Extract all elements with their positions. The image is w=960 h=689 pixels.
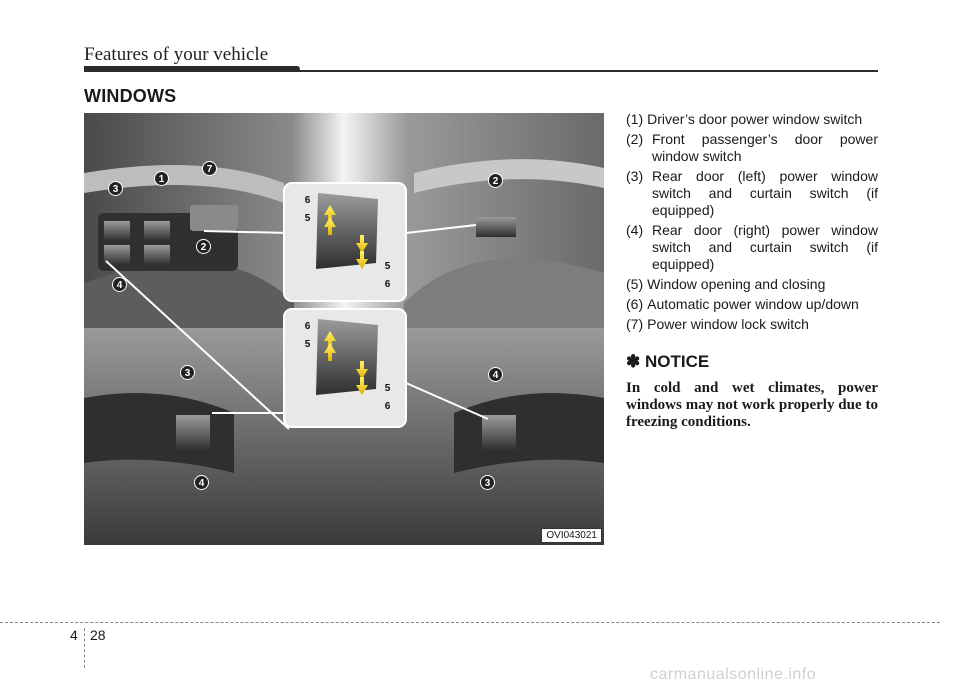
inset-label-5-bot-a: 5 [304, 339, 311, 350]
notice-body: In cold and wet climates, power windows may not work properly due to freezing conditions. [626, 380, 878, 430]
page-rule [0, 622, 940, 623]
callout-3-rear-left: 3 [180, 365, 195, 380]
item-text: Front passenger’s door power window switch [652, 131, 878, 164]
callout-4: 4 [112, 277, 127, 292]
item-number: (7) [626, 316, 644, 332]
inset-label-5-top-a: 5 [304, 213, 311, 224]
item-number: (2) [626, 131, 644, 147]
list-item [626, 222, 878, 273]
callout-2: 2 [196, 239, 211, 254]
item-text: Window opening and closing [647, 276, 826, 292]
list-item [626, 168, 878, 219]
item-list [626, 111, 878, 336]
item-number: (5) [626, 276, 644, 292]
list-item [626, 131, 878, 165]
watermark: carmanualsonline.info [650, 666, 817, 683]
callout-7: 7 [202, 161, 217, 176]
inset-label-5-bot-b: 5 [384, 383, 391, 394]
rear-left-switch [176, 415, 210, 451]
passenger-switch [476, 217, 516, 237]
item-text: Rear door (left) power window switch and curtain switch (if equipped) [652, 168, 878, 218]
item-number: (6) [626, 296, 644, 312]
callout-1: 1 [154, 171, 169, 186]
list-item [626, 276, 878, 293]
item-text: Power window lock switch [647, 316, 809, 332]
item-number: (4) [626, 222, 644, 238]
item-number: (3) [626, 168, 644, 184]
page-number: 28 [90, 627, 106, 643]
callout-4-rear-left: 4 [194, 475, 209, 490]
item-text: Automatic power window up/down [647, 296, 859, 312]
list-item [626, 316, 878, 333]
section-number: 4 [70, 627, 78, 643]
callout-3: 3 [108, 181, 123, 196]
window-switch-figure [84, 113, 604, 545]
section-title: WINDOWS [84, 86, 177, 106]
rear-right-switch [482, 415, 516, 451]
notice-title: ✽ NOTICE [626, 352, 710, 371]
inset-label-6-bot-b: 6 [384, 401, 391, 412]
header-rule-thin [296, 70, 878, 72]
inset-label-6-top-b: 6 [384, 279, 391, 290]
inset-label-5-top-b: 5 [384, 261, 391, 272]
page-vrule [84, 628, 85, 668]
inset-label-6-top-a: 6 [304, 195, 311, 206]
list-item [626, 296, 878, 313]
list-item [626, 111, 878, 128]
callout-4-rear-right: 4 [488, 367, 503, 382]
item-text: Rear door (right) power window switch and curtain switch (if equipped) [652, 222, 878, 272]
header-rule-thick [84, 66, 300, 72]
header-title: Features of your vehicle [84, 44, 269, 65]
callout-2-right: 2 [488, 173, 503, 188]
item-text: Driver’s door power window switch [647, 111, 863, 127]
item-number: (1) [626, 111, 644, 127]
figure-code: OVI043021 [541, 528, 602, 543]
inset-label-6-bot-a: 6 [304, 321, 311, 332]
callout-3-rear-right: 3 [480, 475, 495, 490]
